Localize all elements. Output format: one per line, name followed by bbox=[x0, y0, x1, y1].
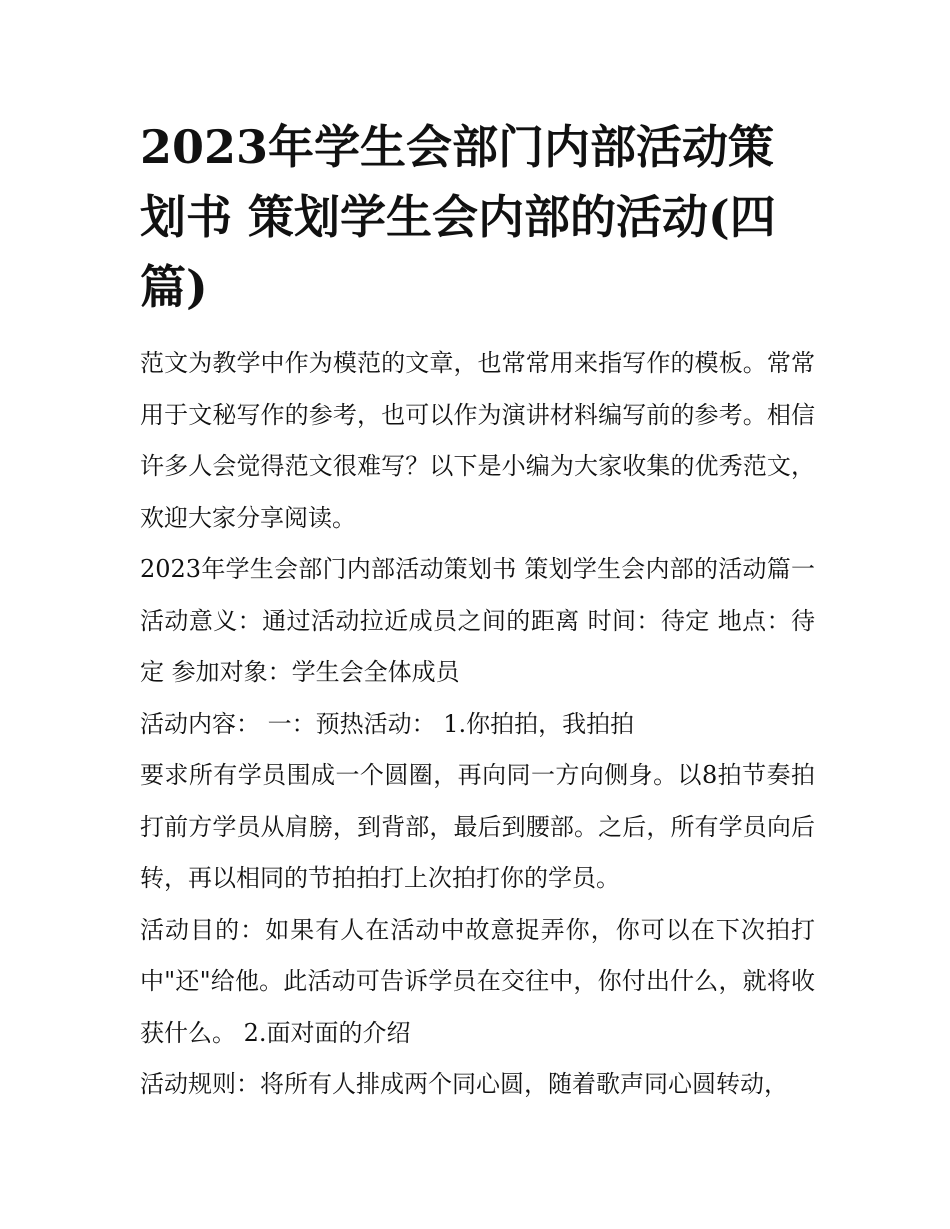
intro-paragraph: 范文为教学中作为模范的文章，也常常用来指写作的模板。常常用于文秘写作的参考，也可以作为演讲材料编写前的参考。相信许多人会觉得范文很难写？以下是小编为大家收集的优秀范文，欢迎大家分享阅读。 bbox=[140, 349, 815, 532]
document-page bbox=[140, 112, 815, 1111]
document-title: 2023年学生会部门内部活动策划书 策划学生会内部的活动(四篇) bbox=[140, 120, 776, 314]
activity-content-paragraph: 活动内容： 一：预热活动： 1.你拍拍，我拍拍 bbox=[140, 709, 635, 738]
activity-goal-paragraph: 活动目的：如果有人在活动中故意捉弄你，你可以在下次拍打中"还"给他。此活动可告诉学员在交往中，你付出什么，就将收获什么。 2.面对面的介绍 bbox=[140, 915, 815, 1047]
activity-rules-paragraph: 活动规则：将所有人排成两个同心圆，随着歌声同心圆转动， bbox=[140, 1070, 788, 1098]
requirements-paragraph: 要求所有学员围成一个圆圈，再向同一方向侧身。以8拍节奏拍打前方学员从肩膀，到背部，最后到腰部。之后，所有学员向后转，再以相同的节拍拍打上次拍打你的学员。 bbox=[140, 761, 815, 892]
document-body bbox=[140, 338, 815, 1111]
section-one-paragraph: 2023年学生会部门内部活动策划书 策划学生会内部的活动篇一 活动意义：通过活动拉近成员之间的距离 时间：待定 地点：待定 参加对象：学生会全体成员 bbox=[140, 555, 815, 686]
